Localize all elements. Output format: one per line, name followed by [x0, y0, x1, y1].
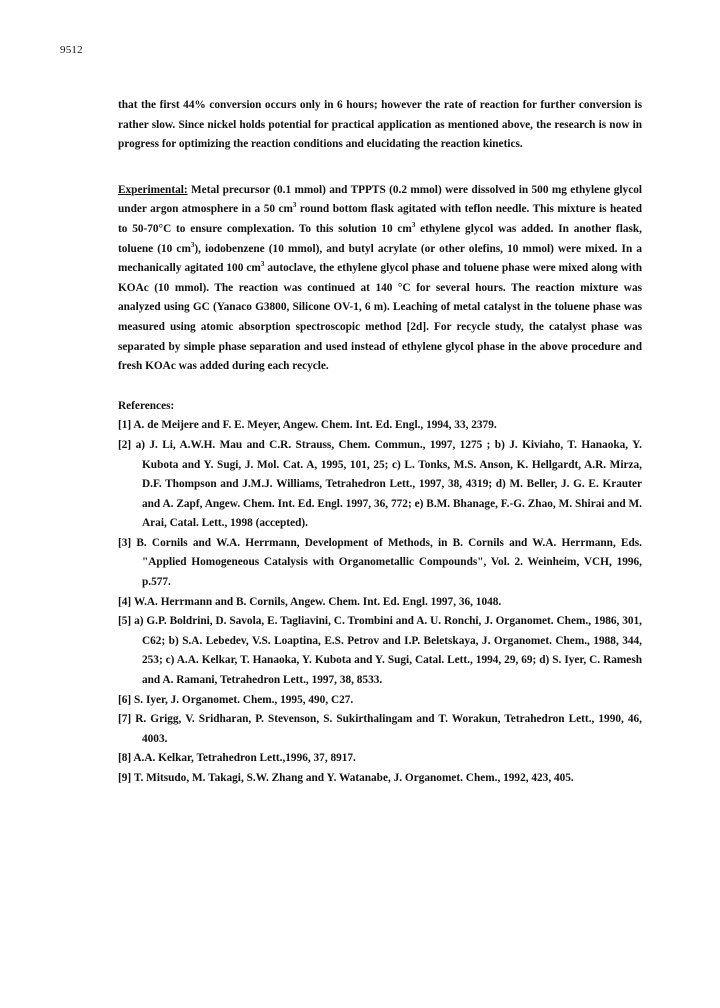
reference-list [118, 416, 642, 788]
article-body [118, 96, 642, 789]
reference-text: W.A. Herrmann and B. Cornils, Angew. Chem. Int. Ed. Engl. 1997, 36, 1048. [133, 595, 502, 608]
reference-text: S. Iyer, J. Organomet. Chem., 1995, 490, C27. [134, 693, 354, 706]
reference-number: [2] [118, 438, 132, 451]
reference-number: [5] [118, 615, 132, 628]
reference-number: [1] [118, 419, 132, 432]
reference-number: [6] [118, 693, 132, 706]
reference-text: T. Mitsudo, M. Takagi, S.W. Zhang and Y. Watanabe, J. Organomet. Chem., 1992, 423, 405. [133, 772, 574, 784]
experimental-text-a: Metal precursor (0.1 mmol) and TPPTS (0.2 mmol) were dissolved in 500 mg ethylene glycol under argon atmosphere in a 50 cm [118, 183, 642, 216]
reference-item [118, 749, 642, 769]
reference-item [118, 534, 642, 593]
reference-text: A. de Meijere and F. E. Meyer, Angew. Chem. Int. Ed. Engl., 1994, 33, 2379. [133, 419, 497, 432]
reference-item [118, 593, 642, 613]
experimental-text-d: ), iodobenzene (10 mmol), and butyl acrylate (or other olefins, 10 mmol) were mixed. In a mechanically agitated 100 cm [118, 242, 642, 275]
reference-text: a) J. Li, A.W.H. Mau and C.R. Strauss, Chem. Commun., 1997, 1275 ; b) J. Kiviaho, T. Hanaoka, Y. Kubota and Y. Sugi, J. Mol. Cat. A, 1995, 101, 25; c) L. Tonks, M.S. Anson, K. Hellgardt, A.R. Mirza, D.F. Thompson and J.M.J. Williams, Tetrahedron Lett., 1997, 38, 4319; d) M. Beller, J. G. E. Krauter and A. Zapf, Angew. Chem. Int. Ed. Engl. 1997, 36, 772; e) B.M. Bhanage, F.-G. Zhao, M. Shirai and M. Arai, Catal. Lett., 1998 (accepted). [135, 438, 643, 530]
reference-item [118, 612, 642, 690]
reference-number: [3] [118, 536, 132, 549]
reference-number: [4] [118, 595, 132, 608]
reference-text: A.A. Kelkar, Tetrahedron Lett.,1996, 37, 8917. [133, 752, 356, 765]
experimental-heading: Experimental: [118, 183, 188, 196]
superscript: 3 [411, 221, 416, 230]
reference-text: a) G.P. Boldrini, D. Savola, E. Tagliavini, C. Trombini and A. U. Ronchi, J. Organomet. Chem., 1986, 301, C62; b) S.A. Lebedev, V.S. Loaptina, E.S. Petrov and I.P. Beletskaya, J. Organomet. Chem., 1988, 344, 253; c) A.A. Kelkar, T. Hanaoka, Y. Kubota and Y. Sugi, Catal. Lett., 1994, 29, 69; d) S. Iyer, C. Ramesh and A. Ramani, Tetrahedron Lett., 1997, 38, 8533. [134, 615, 643, 687]
reference-item [118, 436, 642, 534]
reference-item [118, 416, 642, 436]
experimental-text-e: autoclave, the ethylene glycol phase and toluene phase were mixed along with KOAc (10 mmol). The reaction was continued at 140 °C for several hours. The reaction mixture was analyzed using GC (Yanaco G3800, Silicone OV-1, 6 m). Leaching of metal catalyst in the toluene phase was measured using atomic absorption spectroscopic method [2d]. For recycle study, the catalyst phase was separated by simple phase separation and used instead of ethylene glycol phase in the above procedure and fresh KOAc was added during each recycle. [118, 262, 642, 373]
reference-text: R. Grigg, V. Sridharan, P. Stevenson, S. Sukirthalingam and T. Worakun, Tetrahedron Lett., 1990, 46, 4003. [135, 713, 642, 745]
reference-item [118, 710, 642, 749]
reference-item [118, 691, 642, 711]
reference-number: [9] [118, 772, 132, 784]
reference-text: B. Cornils and W.A. Herrmann, Development of Methods, in B. Cornils and W.A. Herrmann, Eds. "Applied Homogeneous Catalysis with Organometallic Compounds", Vol. 2. Weinheim, VCH, 1996, p.577. [136, 536, 642, 589]
reference-number: [8] [118, 752, 132, 765]
experimental-text-c: ethylene glycol was added. In another flask, toluene (10 cm [118, 222, 642, 255]
reference-item [118, 769, 642, 789]
experimental-text-b: round bottom flask agitated with teflon needle. This mixture is heated to 50-70°C to ensure complexation. To this solution 10 cm [118, 203, 643, 235]
superscript: 3 [190, 240, 195, 249]
superscript: 3 [260, 260, 265, 269]
experimental-section [118, 181, 642, 377]
page-number: 9512 [60, 44, 83, 56]
superscript: 3 [292, 201, 297, 210]
conclusion-paragraph: that the first 44% conversion occurs only in 6 hours; however the rate of reaction for further conversion is rather slow. Since nickel holds potential for practical application as mentioned above, the research is now in progress for optimizing the reaction conditions and elucidating the reaction kinetics. [118, 99, 642, 151]
references-heading: References: [118, 399, 175, 412]
reference-number: [7] [118, 713, 132, 726]
